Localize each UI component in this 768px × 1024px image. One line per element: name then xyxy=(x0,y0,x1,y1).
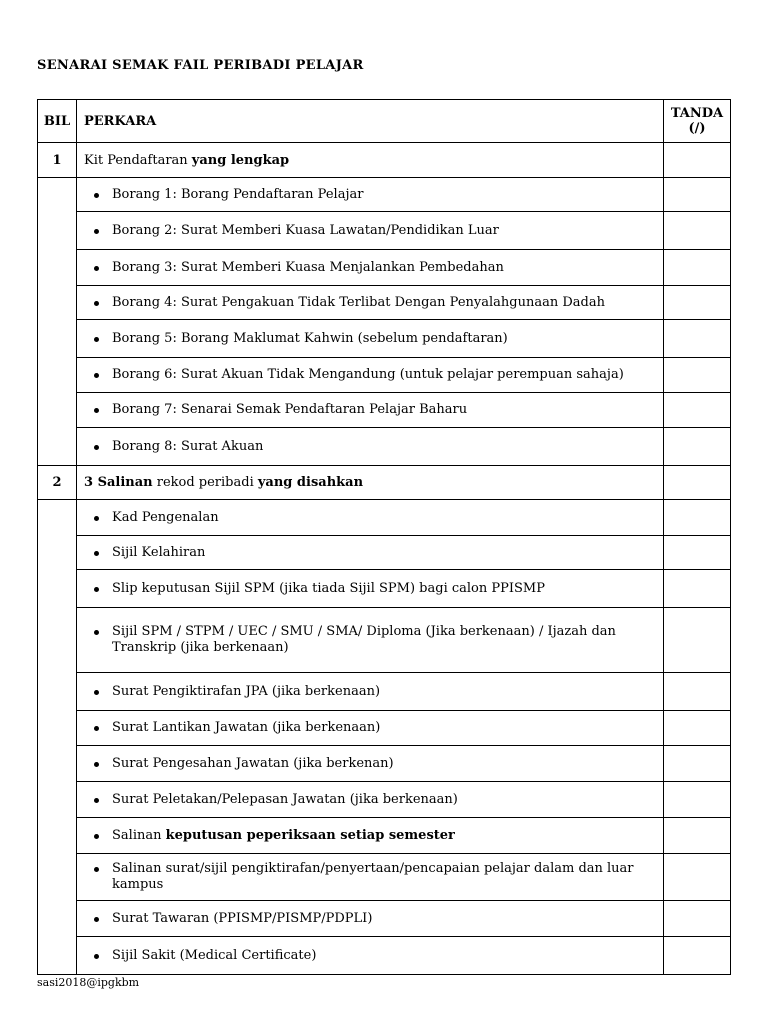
item-text: Borang 7: Senarai Semak Pendaftaran Pelajar Baharu xyxy=(77,402,663,418)
tick-box[interactable] xyxy=(664,673,731,711)
item-text: Borang 3: Surat Memberi Kuasa Menjalankan Pembedahan xyxy=(77,260,663,276)
section-number: 2 xyxy=(38,466,77,500)
item-text: Sijil Kelahiran xyxy=(77,545,663,561)
section-row xyxy=(38,466,731,500)
document-title: SENARAI SEMAK FAIL PERIBADI PELAJAR xyxy=(37,58,364,73)
list-item xyxy=(38,854,731,901)
list-item xyxy=(38,286,731,320)
header-tanda-label: TANDA xyxy=(670,106,724,121)
section-heading: 3 Salinan rekod peribadi yang disahkan xyxy=(77,466,664,500)
tick-box[interactable] xyxy=(664,178,731,212)
item-text: Kad Pengenalan xyxy=(77,510,663,526)
list-item xyxy=(38,358,731,393)
bil-merged-cell xyxy=(38,178,77,466)
list-item xyxy=(38,500,731,536)
section-number: 1 xyxy=(38,143,77,178)
tick-box[interactable] xyxy=(664,937,731,975)
item-text: Borang 8: Surat Akuan xyxy=(77,439,663,455)
tick-box[interactable] xyxy=(664,570,731,608)
section-heading: Kit Pendaftaran yang lengkap xyxy=(77,143,664,178)
list-item xyxy=(38,937,731,975)
tick-box[interactable] xyxy=(664,711,731,746)
header-tanda-mark: (/) xyxy=(688,121,706,136)
item-text: Borang 6: Surat Akuan Tidak Mengandung (untuk pelajar perempuan sahaja) xyxy=(77,367,663,383)
list-item xyxy=(38,212,731,250)
footer-email: sasi2018@ipgkbm xyxy=(37,976,140,989)
list-item xyxy=(38,570,731,608)
item-text: Borang 2: Surat Memberi Kuasa Lawatan/Pendidikan Luar xyxy=(77,223,663,239)
item-text: Sijil SPM / STPM / UEC / SMU / SMA/ Diploma (Jika berkenaan) / Ijazah dan Transkrip (jika berkenaan) xyxy=(77,624,663,656)
item-text: Sijil Sakit (Medical Certificate) xyxy=(77,948,663,964)
item-text: Borang 4: Surat Pengakuan Tidak Terlibat Dengan Penyalahgunaan Dadah xyxy=(77,295,663,311)
tick-box[interactable] xyxy=(664,746,731,782)
list-item xyxy=(38,782,731,818)
item-text: Surat Pengiktirafan JPA (jika berkenaan) xyxy=(77,684,663,700)
bil-merged-cell xyxy=(38,500,77,975)
item-text: Salinan keputusan peperiksaan setiap semester xyxy=(77,828,663,844)
item-text: Surat Tawaran (PPISMP/PISMP/PDPLI) xyxy=(77,911,663,927)
tick-box[interactable] xyxy=(664,286,731,320)
list-item xyxy=(38,746,731,782)
tick-box[interactable] xyxy=(664,428,731,466)
list-item xyxy=(38,320,731,358)
tick-box[interactable] xyxy=(664,143,731,178)
tick-box[interactable] xyxy=(664,250,731,286)
tick-box[interactable] xyxy=(664,358,731,393)
list-item xyxy=(38,428,731,466)
section-row xyxy=(38,143,731,178)
list-item xyxy=(38,178,731,212)
tick-box[interactable] xyxy=(664,393,731,428)
tick-box[interactable] xyxy=(664,854,731,901)
tick-box[interactable] xyxy=(664,212,731,250)
list-item xyxy=(38,536,731,570)
header-row xyxy=(38,100,731,143)
item-text: Borang 5: Borang Maklumat Kahwin (sebelum pendaftaran) xyxy=(77,331,663,347)
checklist-table xyxy=(37,99,731,975)
tick-box[interactable] xyxy=(664,608,731,673)
header-bil: BIL xyxy=(38,100,77,143)
tick-box[interactable] xyxy=(664,536,731,570)
item-text: Salinan surat/sijil pengiktirafan/penyertaan/pencapaian pelajar dalam dan luar kampus xyxy=(77,861,663,893)
item-text: Surat Pengesahan Jawatan (jika berkenan) xyxy=(77,756,663,772)
tick-box[interactable] xyxy=(664,500,731,536)
header-tanda xyxy=(664,100,731,143)
tick-box[interactable] xyxy=(664,782,731,818)
header-perkara: PERKARA xyxy=(77,100,664,143)
tick-box[interactable] xyxy=(664,818,731,854)
list-item xyxy=(38,673,731,711)
list-item xyxy=(38,711,731,746)
list-item xyxy=(38,901,731,937)
tick-box[interactable] xyxy=(664,320,731,358)
item-text: Slip keputusan Sijil SPM (jika tiada Sijil SPM) bagi calon PPISMP xyxy=(77,581,663,597)
list-item xyxy=(38,608,731,673)
list-item xyxy=(38,818,731,854)
list-item xyxy=(38,393,731,428)
tick-box[interactable] xyxy=(664,466,731,500)
item-text: Borang 1: Borang Pendaftaran Pelajar xyxy=(77,187,663,203)
list-item xyxy=(38,250,731,286)
item-text: Surat Peletakan/Pelepasan Jawatan (jika berkenaan) xyxy=(77,792,663,808)
tick-box[interactable] xyxy=(664,901,731,937)
item-text: Surat Lantikan Jawatan (jika berkenaan) xyxy=(77,720,663,736)
